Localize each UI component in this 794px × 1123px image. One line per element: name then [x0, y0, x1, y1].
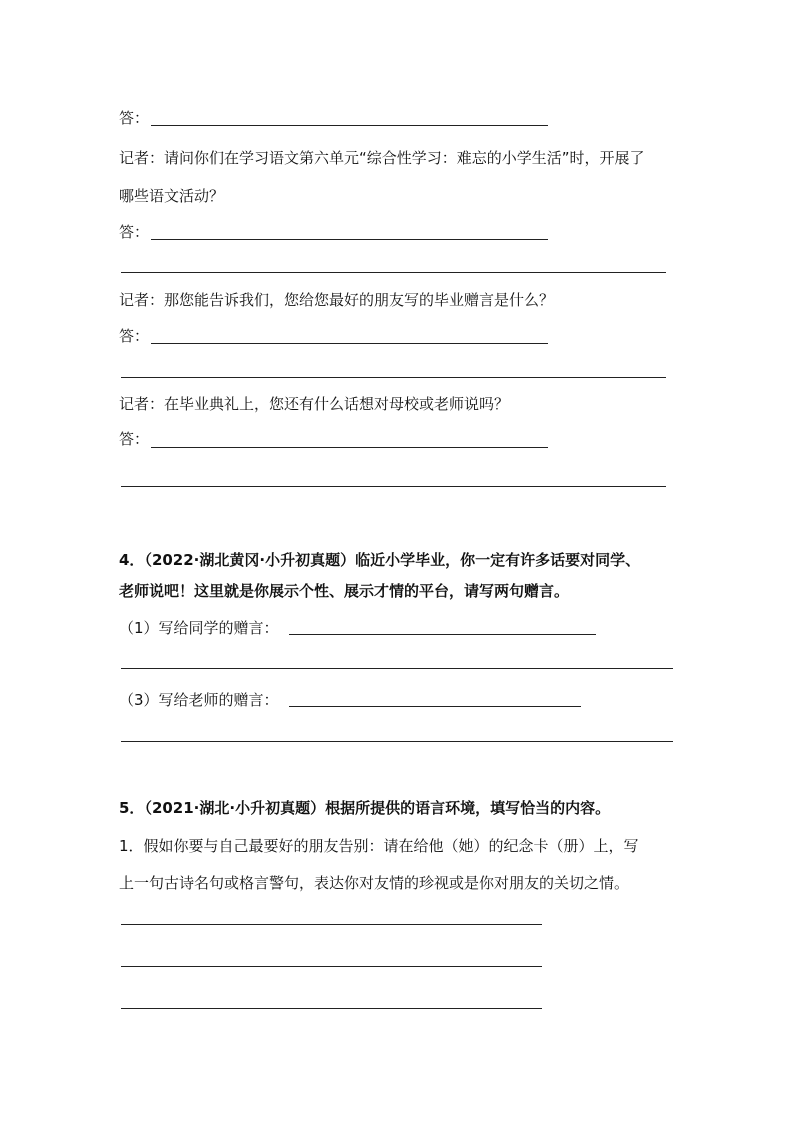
answer-blank-line[interactable] — [121, 966, 542, 967]
question-text: 临近小学毕业，你一定有许多话要对同学、 — [355, 551, 641, 569]
answer-label: 答： — [119, 109, 150, 127]
answer-blank-line[interactable] — [121, 1008, 542, 1009]
answer-blank-line[interactable] — [151, 125, 548, 126]
reporter-question-2-cont: 哪些语文活动？ — [119, 187, 225, 205]
question-4-text-cont: 老师说吧！这里就是你展示个性、展示才情的平台，请写两句赠言。 — [119, 582, 570, 600]
question-5-sub-1-line-1: 1．假如你要与自己最要好的朋友告别：请在给他（她）的纪念卡（册）上，写 — [119, 837, 639, 855]
reporter-question-4: 记者：在毕业典礼上，您还有什么话想对母校或老师说吗？ — [119, 395, 510, 413]
reporter-question-3: 记者：那您能告诉我们，您给您最好的朋友写的毕业赠言是什么？ — [119, 291, 555, 309]
answer-blank-line[interactable] — [289, 634, 596, 635]
question-source: （2022·湖北黄冈·小升初真题） — [144, 551, 356, 569]
question-4-heading — [119, 550, 640, 570]
answer-blank-line[interactable] — [151, 343, 548, 344]
question-number: 5． — [119, 799, 145, 817]
question-number: 4． — [119, 551, 145, 569]
answer-blank-line[interactable] — [151, 447, 548, 448]
question-5-sub-1-line-2: 上一句古诗名句或格言警句，表达你对友情的珍视或是你对朋友的关切之情。 — [119, 874, 630, 892]
question-source: （2021·湖北·小升初真题） — [144, 799, 326, 817]
answer-blank-line[interactable] — [121, 377, 666, 378]
answer-blank-line[interactable] — [289, 706, 581, 707]
reporter-question-2: 记者：请问你们在学习语文第六单元“综合性学习：难忘的小学生活”时，开展了 — [119, 149, 645, 167]
question-5-heading — [119, 798, 610, 818]
answer-label: 答： — [119, 327, 150, 345]
question-text: 根据所提供的语言环境，填写恰当的内容。 — [325, 799, 611, 817]
answer-blank-line[interactable] — [121, 924, 542, 925]
answer-blank-line[interactable] — [151, 239, 548, 240]
answer-blank-line[interactable] — [121, 272, 666, 273]
answer-blank-line[interactable] — [121, 486, 666, 487]
answer-label: 答： — [119, 430, 150, 448]
answer-blank-line[interactable] — [121, 741, 673, 742]
question-4-item-1: （1）写给同学的赠言： — [119, 619, 279, 637]
answer-label: 答： — [119, 223, 150, 241]
question-4-item-2: （3）写给老师的赠言： — [119, 691, 279, 709]
answer-blank-line[interactable] — [121, 668, 673, 669]
